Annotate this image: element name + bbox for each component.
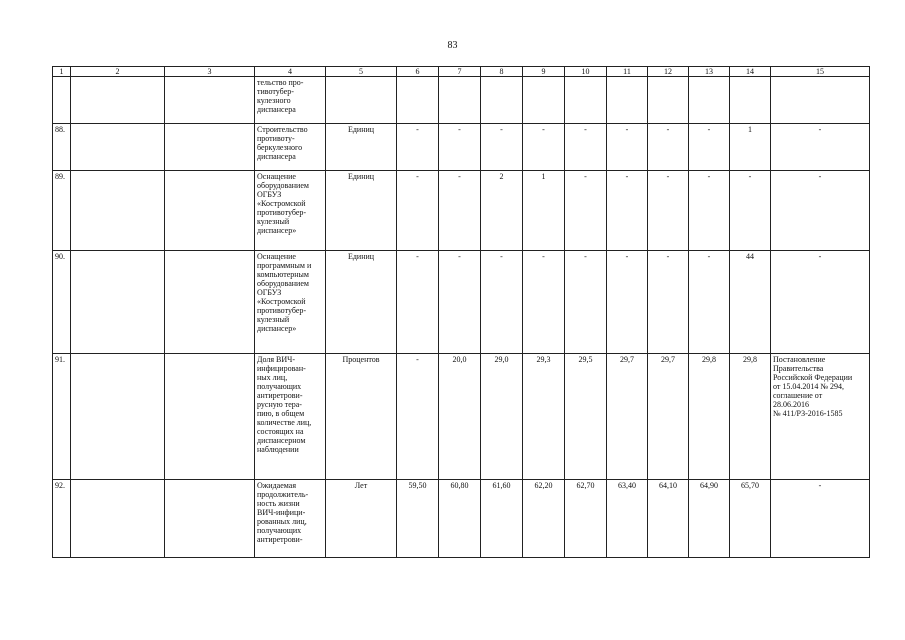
- unit-cell: Единиц: [326, 251, 397, 354]
- unit-cell: Единиц: [326, 171, 397, 251]
- value-cell: [481, 77, 523, 124]
- value-cell: -: [648, 251, 689, 354]
- value-cell: 64,10: [648, 480, 689, 558]
- value-cell: [523, 77, 565, 124]
- value-cell: -: [607, 251, 648, 354]
- indicator-description-cell: Оснащение оборудованием ОГБУЗ «Костромской противотубер- кулезный диспансер»: [255, 171, 326, 251]
- value-cell: 29,7: [648, 354, 689, 480]
- column-number: 4: [255, 67, 326, 77]
- table-row: [53, 77, 870, 124]
- column-number: 11: [607, 67, 648, 77]
- note-cell: -: [771, 124, 870, 171]
- empty-cell: [165, 171, 255, 251]
- column-number: 5: [326, 67, 397, 77]
- value-cell: -: [607, 124, 648, 171]
- value-cell: -: [689, 251, 730, 354]
- value-cell: [730, 77, 771, 124]
- value-cell: -: [648, 171, 689, 251]
- column-number: 2: [71, 67, 165, 77]
- value-cell: -: [439, 251, 481, 354]
- note-cell: -: [771, 251, 870, 354]
- value-cell: 1: [523, 171, 565, 251]
- value-cell: -: [689, 124, 730, 171]
- value-cell: 64,90: [689, 480, 730, 558]
- unit-cell: Единиц: [326, 124, 397, 171]
- value-cell: -: [397, 251, 439, 354]
- empty-cell: [71, 354, 165, 480]
- value-cell: 60,80: [439, 480, 481, 558]
- value-cell: -: [481, 124, 523, 171]
- column-number: 15: [771, 67, 870, 77]
- value-cell: 2: [481, 171, 523, 251]
- value-cell: [397, 77, 439, 124]
- indicators-table: [52, 66, 870, 558]
- table-row: [53, 171, 870, 251]
- value-cell: -: [397, 171, 439, 251]
- empty-cell: [165, 77, 255, 124]
- note-cell: -: [771, 480, 870, 558]
- unit-cell: Процентов: [326, 354, 397, 480]
- indicator-description-cell: Оснащение программным и компьютерным оборудованием ОГБУЗ «Костромской противотубер- кулезный диспансер»: [255, 251, 326, 354]
- value-cell: [607, 77, 648, 124]
- value-cell: -: [565, 124, 607, 171]
- indicator-description-cell: Строительство противоту- беркулезного диспансера: [255, 124, 326, 171]
- column-number: 9: [523, 67, 565, 77]
- empty-cell: [71, 251, 165, 354]
- row-number-cell: 90.: [53, 251, 71, 354]
- value-cell: -: [565, 171, 607, 251]
- unit-cell: [326, 77, 397, 124]
- note-cell: Постановление Правительства Российской Федерации от 15.04.2014 № 294, соглашение от 28.06.2016 № 411/РЗ-2016-1585: [771, 354, 870, 480]
- page-number: 83: [447, 40, 458, 51]
- empty-cell: [165, 124, 255, 171]
- value-cell: -: [397, 354, 439, 480]
- value-cell: -: [565, 251, 607, 354]
- value-cell: 1: [730, 124, 771, 171]
- indicator-description-cell: Ожидаемая продолжитель- ность жизни ВИЧ-инфици- рованных лиц, получающих антиретрови-: [255, 480, 326, 558]
- value-cell: -: [523, 251, 565, 354]
- value-cell: -: [397, 124, 439, 171]
- value-cell: 29,7: [607, 354, 648, 480]
- table-row: [53, 354, 870, 480]
- column-number: 13: [689, 67, 730, 77]
- value-cell: 29,0: [481, 354, 523, 480]
- value-cell: 20,0: [439, 354, 481, 480]
- note-cell: -: [771, 171, 870, 251]
- row-number-cell: 92.: [53, 480, 71, 558]
- empty-cell: [71, 124, 165, 171]
- value-cell: -: [689, 171, 730, 251]
- value-cell: -: [607, 171, 648, 251]
- value-cell: 29,8: [689, 354, 730, 480]
- empty-cell: [165, 251, 255, 354]
- column-number: 6: [397, 67, 439, 77]
- column-number: 12: [648, 67, 689, 77]
- row-number-cell: [53, 77, 71, 124]
- value-cell: 29,8: [730, 354, 771, 480]
- empty-cell: [71, 77, 165, 124]
- value-cell: -: [730, 171, 771, 251]
- value-cell: 61,60: [481, 480, 523, 558]
- column-number: 8: [481, 67, 523, 77]
- table-row: [53, 251, 870, 354]
- column-number: 7: [439, 67, 481, 77]
- value-cell: 62,70: [565, 480, 607, 558]
- empty-cell: [71, 480, 165, 558]
- value-cell: 63,40: [607, 480, 648, 558]
- value-cell: [689, 77, 730, 124]
- column-number: 1: [53, 67, 71, 77]
- value-cell: -: [439, 124, 481, 171]
- value-cell: 29,5: [565, 354, 607, 480]
- value-cell: [648, 77, 689, 124]
- value-cell: 65,70: [730, 480, 771, 558]
- note-cell: [771, 77, 870, 124]
- column-number: 3: [165, 67, 255, 77]
- value-cell: [565, 77, 607, 124]
- column-number: 14: [730, 67, 771, 77]
- table-row: [53, 480, 870, 558]
- value-cell: -: [481, 251, 523, 354]
- value-cell: [439, 77, 481, 124]
- value-cell: 29,3: [523, 354, 565, 480]
- column-number: 10: [565, 67, 607, 77]
- value-cell: -: [648, 124, 689, 171]
- empty-cell: [71, 171, 165, 251]
- row-number-cell: 89.: [53, 171, 71, 251]
- unit-cell: Лет: [326, 480, 397, 558]
- row-number-cell: 91.: [53, 354, 71, 480]
- value-cell: 62,20: [523, 480, 565, 558]
- indicator-description-cell: тельство про- тивотубер- кулезного диспансера: [255, 77, 326, 124]
- indicator-description-cell: Доля ВИЧ- инфицирован- ных лиц, получающих антиретрови- русную тера- пию, в общем количестве лиц, состоящих на диспансерном наблюдении: [255, 354, 326, 480]
- value-cell: 59,50: [397, 480, 439, 558]
- empty-cell: [165, 480, 255, 558]
- table-row: [53, 124, 870, 171]
- value-cell: 44: [730, 251, 771, 354]
- value-cell: -: [523, 124, 565, 171]
- column-number-row: [53, 67, 870, 77]
- row-number-cell: 88.: [53, 124, 71, 171]
- value-cell: -: [439, 171, 481, 251]
- empty-cell: [165, 354, 255, 480]
